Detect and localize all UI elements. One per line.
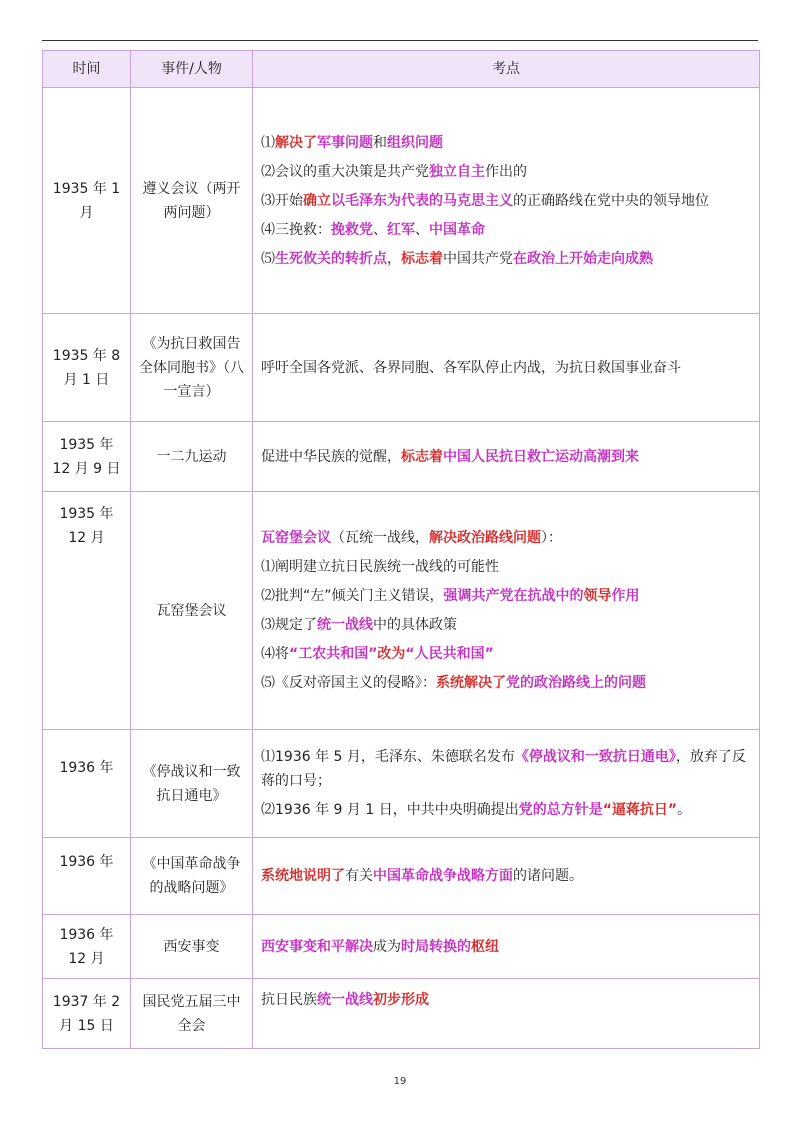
time-cell: 1935 年 8 月 1 日	[43, 314, 131, 422]
point-highlight: 解决了	[275, 134, 317, 151]
point-highlight: 中国革命	[429, 221, 485, 238]
point-highlight: 时局转换的	[401, 938, 471, 955]
point-text: 呼吁全国各党派、各界同胞、各军队停止内战，为抗日救国事业奋斗	[261, 359, 681, 376]
point-highlight: 解决政治路线问题	[429, 530, 541, 546]
point-text: 。	[677, 802, 692, 818]
point-line	[261, 247, 751, 271]
point-text: （瓦统一战线，	[331, 530, 429, 546]
point-highlight: 强调共产党在抗战中的	[443, 588, 584, 604]
header-time: 时间	[43, 51, 131, 88]
points-list	[261, 864, 751, 888]
points-cell	[253, 422, 760, 492]
point-highlight: 瓦窑堡会议	[261, 530, 331, 546]
table-row	[43, 838, 760, 915]
time-cell: 1936 年 12 月	[43, 915, 131, 979]
point-line	[261, 189, 751, 213]
point-highlight: 生死攸关的转折点	[275, 250, 387, 267]
points-list	[261, 445, 751, 469]
points-cell	[253, 88, 760, 314]
points-cell	[253, 979, 760, 1049]
point-highlight: 统一战线	[317, 992, 373, 1008]
time-cell: 1935 年 12 月	[43, 492, 131, 730]
point-text: ⑸	[261, 250, 275, 267]
point-text: 中的具体政策	[373, 617, 457, 633]
table-row	[43, 422, 760, 492]
point-text: 促进中华民族的觉醒，	[261, 448, 401, 465]
time-cell: 1935 年 12 月 9 日	[43, 422, 131, 492]
points-list	[261, 356, 751, 380]
point-text: ⑵批判“左”倾关门主义错误，	[261, 588, 444, 604]
point-line	[261, 555, 751, 579]
table-row	[43, 88, 760, 314]
page-number: 19	[393, 1076, 407, 1087]
point-highlight: “人民共和国”	[405, 646, 494, 662]
point-line	[261, 864, 751, 888]
point-text: ）：	[541, 530, 562, 546]
event-cell: 《停战议和一致抗日通电》	[131, 730, 253, 838]
point-highlight: 中国人民抗日救亡运动高潮到来	[443, 448, 639, 465]
points-list	[261, 988, 751, 1012]
point-text: ⑷三挽救：	[261, 221, 331, 238]
point-text: ⑴1936 年 5 月，毛泽东、朱德联名发布	[261, 749, 515, 765]
point-line	[261, 131, 751, 155]
point-highlight: 作用	[611, 588, 640, 604]
table-row	[43, 492, 760, 730]
table-row	[43, 314, 760, 422]
event-cell: 西安事变	[131, 915, 253, 979]
point-text: 抗日民族	[261, 992, 317, 1008]
point-text: ⑸《反对帝国主义的侵略》：	[261, 675, 436, 691]
point-text: 的正确路线在党中央的领导地位	[513, 192, 709, 209]
point-text: 和	[373, 134, 387, 151]
point-highlight: 改为	[377, 646, 406, 662]
time-cell: 1936 年	[43, 730, 131, 838]
point-line	[261, 356, 751, 380]
top-rule	[42, 40, 758, 41]
history-table	[42, 50, 760, 1049]
point-line	[261, 160, 751, 184]
point-highlight: 以毛泽东为代表的马克思主义	[331, 192, 513, 209]
header-points: 考点	[253, 51, 760, 88]
point-line	[261, 445, 751, 469]
points-cell	[253, 838, 760, 915]
points-cell	[253, 730, 760, 838]
point-text: 作出的	[485, 163, 527, 180]
points-list	[261, 745, 751, 822]
point-text: ⑴	[261, 134, 275, 151]
event-cell: 国民党五届三中全会	[131, 979, 253, 1049]
event-cell: 遵义会议（两开两问题）	[131, 88, 253, 314]
header-event: 事件/人物	[131, 51, 253, 88]
point-line	[261, 798, 751, 822]
time-cell: 1936 年	[43, 838, 131, 915]
point-text: 、	[415, 221, 429, 238]
point-highlight: 中国革命战争战略方面	[373, 868, 513, 884]
point-line	[261, 745, 751, 793]
point-highlight: 标志着	[401, 448, 443, 465]
point-line	[261, 218, 751, 242]
time-cell: 1937 年 2 月 15 日	[43, 979, 131, 1049]
point-highlight: 挽救党	[331, 221, 373, 238]
point-highlight: 组织问题	[387, 134, 443, 151]
point-highlight: 军事问题	[317, 134, 373, 151]
point-highlight: 统一战线	[317, 617, 373, 633]
point-highlight: 《停战议和一致抗日通电》	[514, 749, 676, 765]
point-highlight: 红军	[387, 221, 415, 238]
event-cell: 《为抗日救国告全体同胞书》（八一宣言）	[131, 314, 253, 422]
point-highlight: 确立	[303, 192, 331, 209]
point-line	[261, 642, 751, 666]
point-highlight: 党的总方针是	[518, 802, 603, 818]
point-highlight: “工农共和国”	[289, 646, 378, 662]
point-highlight: 系统解决了	[436, 675, 506, 691]
point-line	[261, 584, 751, 608]
time-cell: 1935 年 1 月	[43, 88, 131, 314]
point-text: ⑵会议的重大决策是共产党	[261, 163, 429, 180]
event-cell: 一二九运动	[131, 422, 253, 492]
point-text: ⑶规定了	[261, 617, 317, 633]
point-highlight: 初步形成	[373, 992, 429, 1008]
point-text: ，	[387, 250, 401, 267]
point-line	[261, 671, 751, 695]
point-line	[261, 613, 751, 637]
table-row	[43, 915, 760, 979]
table-header-row	[43, 51, 760, 88]
point-line	[261, 526, 751, 550]
point-text: ，放弃了反蒋的口号；	[261, 749, 746, 789]
event-cell: 《中国革命战争的战略问题》	[131, 838, 253, 915]
point-highlight: 标志着	[401, 250, 443, 267]
point-text: 、	[373, 221, 387, 238]
point-highlight: 党的政治路线上的问题	[506, 675, 646, 691]
point-text: 成为	[373, 938, 401, 955]
point-text: 有关	[345, 868, 373, 884]
points-cell	[253, 314, 760, 422]
point-text: ⑶开始	[261, 192, 303, 209]
point-line	[261, 988, 751, 1012]
point-text: 的诸问题。	[513, 868, 583, 884]
point-line	[261, 935, 751, 959]
point-highlight: “逼蒋抗日”	[602, 802, 678, 818]
point-text: 中国共产党	[443, 250, 513, 267]
point-text: ⑴阐明建立抗日民族统一战线的可能性	[261, 559, 499, 575]
point-highlight: 系统地说明了	[261, 868, 345, 884]
points-list	[261, 935, 751, 959]
table-row	[43, 730, 760, 838]
points-list	[261, 131, 751, 271]
points-list	[261, 526, 751, 695]
point-highlight: 独立自主	[429, 163, 485, 180]
point-highlight: 枢纽	[471, 938, 499, 955]
table-row	[43, 979, 760, 1049]
point-text: ⑷将	[261, 646, 289, 662]
event-cell: 瓦窑堡会议	[131, 492, 253, 730]
point-highlight: 领导	[583, 588, 612, 604]
point-highlight: 西安事变和平解决	[261, 938, 373, 955]
points-cell	[253, 492, 760, 730]
point-highlight: 在政治上开始走向成熟	[513, 250, 653, 267]
points-cell	[253, 915, 760, 979]
point-text: ⑵1936 年 9 月 1 日，中共中央明确提出	[261, 802, 519, 818]
